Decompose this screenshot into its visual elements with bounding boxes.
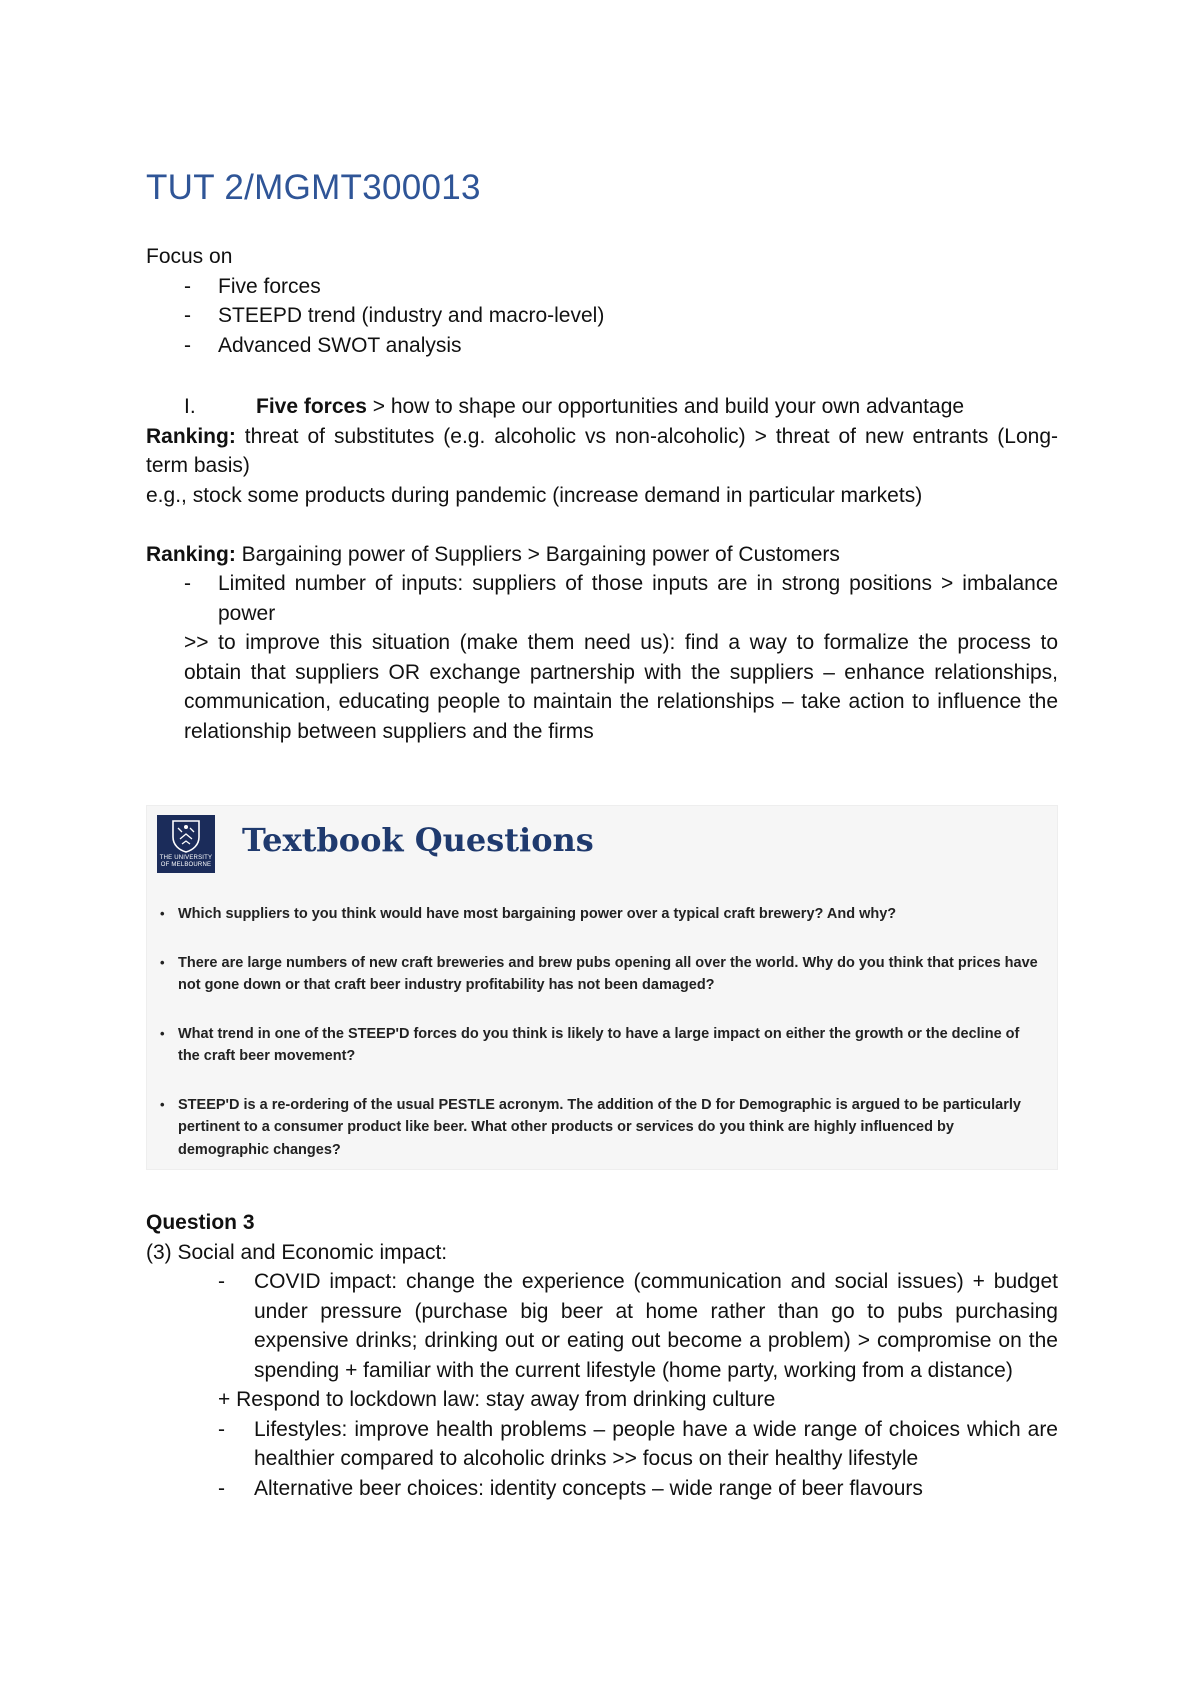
alternative-bullet: - Alternative beer choices: identity concepts – wide range of beer flavours: [146, 1474, 1058, 1504]
covid-bullet: - COVID impact: change the experience (communication and social issues) + budget under pressure (purchase big beer at home rather than go to pubs purchasing expensive drinks; drinking out or eating out become a problem) > compromise on the spending + familiar with the current lifestyle (home party, working from a distance): [146, 1267, 1058, 1385]
focus-item: - STEEPD trend (industry and macro-level): [146, 301, 1058, 331]
crest-icon: [171, 819, 201, 853]
ranking-label: Ranking:: [146, 424, 236, 448]
lifestyle-list: [146, 1415, 1058, 1504]
ranking-label: Ranking:: [146, 542, 236, 566]
section-heading: [146, 392, 1058, 422]
question-subheading: (3) Social and Economic impact:: [146, 1240, 448, 1264]
section-heading-bold: Five forces: [256, 395, 367, 418]
slide-title: Textbook Questions: [242, 821, 594, 859]
logo-caption: THE UNIVERSITY OF MELBOURNE: [159, 855, 213, 868]
slide-question: • There are large numbers of new craft breweries and brew pubs opening all over the world. Why do you think that prices have not gone down or that craft beer industry profitability has not been damaged?: [160, 952, 1040, 997]
improve-paragraph: >> to improve this situation (make them need us): find a way to formalize the process to obtain that suppliers OR exchange partnership with the suppliers – enhance relationships, communication, educating people to maintain the relationships – take action to influence the relationship between suppliers and the firms: [184, 631, 1058, 743]
question-3-section: [146, 1208, 1058, 1503]
document-title: TUT 2/MGMT300013: [146, 168, 481, 207]
covid-list: [146, 1267, 1058, 1385]
section-heading-text: [256, 392, 964, 422]
textbook-questions-slide: [146, 805, 1058, 1170]
ranking-text: Bargaining power of Suppliers > Bargaining power of Customers: [235, 542, 840, 566]
ranking-paragraph: [146, 540, 1058, 570]
example-paragraph: e.g., stock some products during pandemic (increase demand in particular markets): [146, 483, 923, 507]
focus-item: - Advanced SWOT analysis: [146, 331, 1058, 361]
question-heading-text: Question 3: [146, 1211, 255, 1234]
question-heading: [146, 1208, 1058, 1238]
ranking-paragraph: [146, 422, 1058, 481]
section-heading-rest: > how to shape our opportunities and build your own advantage: [366, 395, 965, 418]
focus-heading: Focus on: [146, 245, 233, 268]
slide-question: • STEEP'D is a re-ordering of the usual PESTLE acronym. The addition of the D for Demographic is argued to be particularly pertinent to a consumer product like beer. What other products or services do you think are highly influenced by demographic changes?: [160, 1094, 1040, 1162]
blank-line: [146, 510, 1058, 540]
lockdown-line: + Respond to lockdown law: stay away from drinking culture: [218, 1388, 776, 1411]
university-logo: [157, 815, 215, 873]
slide-question: • What trend in one of the STEEP'D forces do you think is likely to have a large impact on either the growth or the decline of the craft beer movement?: [160, 1023, 1040, 1068]
suppliers-bullet: - Limited number of inputs: suppliers of those inputs are in strong positions > imbalance power: [146, 569, 1058, 628]
ranking-text: threat of substitutes (e.g. alcoholic vs non-alcoholic) > threat of new entrants (Long-term basis): [146, 424, 1058, 477]
focus-list: [146, 272, 1058, 361]
suppliers-list: [146, 569, 1058, 628]
slide-question-list: [160, 903, 1040, 1187]
focus-item: - Five forces: [146, 272, 1058, 302]
five-forces-section: [146, 392, 1058, 746]
section-number: I.: [184, 395, 196, 418]
lifestyles-bullet: - Lifestyles: improve health problems – people have a wide range of choices which are healthier compared to alcoholic drinks >> focus on their healthy lifestyle: [146, 1415, 1058, 1474]
focus-section: [146, 242, 1058, 360]
slide-question: • Which suppliers to you think would have most bargaining power over a typical craft brewery? And why?: [160, 903, 1040, 926]
